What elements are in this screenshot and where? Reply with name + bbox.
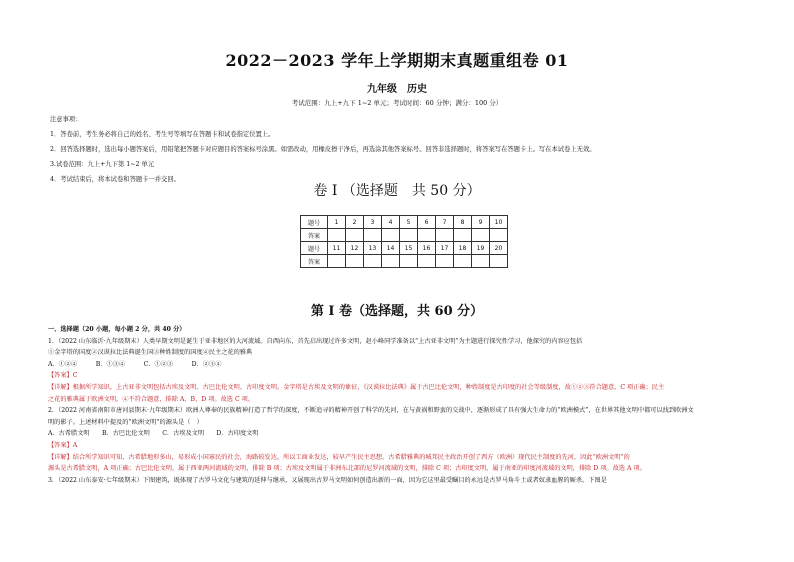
question-1-items: ①金字塔的国度②汉谟拉比法典诞生国③种姓制度的国度④民主之花的雅典: [48, 349, 253, 357]
notes-heading: 注意事项：: [50, 116, 82, 123]
answer-cell[interactable]: [382, 229, 400, 242]
detail-text: 【详解】结合所学知识可知，古希腊地形多山，易形成小国寡民的社会，海路较发达，所以工商业发达，较早产生民主思想。古希腊雅典的城邦民主政治开创了西方（欧洲）现代民主制度的先河，因此“欧洲文明”的: [48, 453, 630, 461]
notes-block: [50, 112, 750, 187]
table-cell: 6: [418, 216, 436, 229]
table-cell: 19: [472, 242, 490, 255]
answer-cell[interactable]: [472, 255, 490, 268]
table-cell: 9: [472, 216, 490, 229]
question-body: [48, 324, 748, 486]
answer-cell[interactable]: [364, 255, 382, 268]
table-cell: 12: [346, 242, 364, 255]
section-heading: 一、选择题（20 小题，每小题 2 分，共 40 分）: [48, 326, 186, 333]
table-cell: 20: [490, 242, 508, 255]
exam-info: 考试范围：九上+九下 1~2 单元；考试时间：60 分钟；满分：100 分）: [291, 99, 503, 107]
table-cell: 17: [436, 242, 454, 255]
answer-cell[interactable]: [436, 255, 454, 268]
answer-cell[interactable]: [490, 255, 508, 268]
table-row: [301, 255, 508, 268]
answer-cell[interactable]: [346, 229, 364, 242]
answer-cell[interactable]: [490, 229, 508, 242]
answer-cell[interactable]: [328, 255, 346, 268]
table-row: [301, 229, 508, 242]
table-cell: 14: [382, 242, 400, 255]
question-2: 2．（2022 河南省南阳市唐河县期末·九年级期末）欧洲人尊奉的民族精神打造了哲学的深度，不断追寻的精神开创了科学的先河，在与黄祸和野蛮的交战中，逐渐形成了具有强大生命力的“欧洲模式”，在世界其他文明中都可以找到欧洲文: [48, 407, 694, 415]
table-cell: 10: [490, 216, 508, 229]
exam-subtitle: 九年级 历史: [367, 84, 427, 95]
table-row: [301, 216, 508, 229]
exam-title: 2022－2023 学年上学期期末真题重组卷 01: [225, 51, 569, 70]
question-3: 3．（2022 山东泰安·七年级期末）下图建筑，既体现了古罗马文化与建筑的延伸与继承，又展现出古罗马文明如何创造出新的一面，因为它这里最受瞩目的永远是古罗马角斗士或者奴隶血腥的厮杀。下图是: [48, 476, 607, 484]
table-cell: 15: [400, 242, 418, 255]
row-label: 答案: [301, 229, 328, 242]
note-item: 3.试卷范围：九上+九下第 1~2 单元: [50, 161, 155, 168]
answer-cell[interactable]: [472, 229, 490, 242]
answer-cell[interactable]: [400, 255, 418, 268]
answer-cell[interactable]: [454, 255, 472, 268]
table-cell: 18: [454, 242, 472, 255]
table-cell: 16: [418, 242, 436, 255]
table-cell: 4: [382, 216, 400, 229]
table-cell: 3: [364, 216, 382, 229]
table-cell: 7: [436, 216, 454, 229]
answer-cell[interactable]: [454, 229, 472, 242]
section1-title: 卷 I （选择题 共 50 分）: [313, 183, 481, 199]
answer-cell[interactable]: [418, 255, 436, 268]
answer-cell[interactable]: [400, 229, 418, 242]
note-item: 2．回答选择题时，选出每小题答案后，用铅笔把答题卡对应题目的答案标号涂黑。如需改动，用橡皮擦干净后，再选涂其他答案标号。回答非选择题时，将答案写在答题卡上。写在本试卷上无效。: [50, 146, 596, 153]
row-label: 答案: [301, 255, 328, 268]
score-table: [300, 215, 508, 268]
note-item: 1．答卷前，考生务必将自己的姓名、考生号等填写在答题卡和试卷指定位置上。: [50, 131, 275, 138]
note-item: 4．考试结束后，将本试卷和答题卡一并交回。: [50, 176, 180, 183]
table-cell: 8: [454, 216, 472, 229]
answer-cell[interactable]: [346, 255, 364, 268]
question-2-options: A．古希腊文明 B．古巴比伦文明 C．古埃及文明 D．古印度文明: [48, 430, 259, 438]
answer-label: 【答案】A: [48, 441, 78, 449]
answer-cell[interactable]: [382, 255, 400, 268]
question-1: 1．（2022 山东临沂·九年级期末）人类早期文明是诞生于亚非地区的大河流域。自西向东，首先启出现过许多文明，赵小峰同学准备以“上古亚非文明”为主题进行探究性学习，他探究的内容应包括: [48, 337, 583, 345]
answer-cell[interactable]: [418, 229, 436, 242]
table-cell: 11: [328, 242, 346, 255]
table-cell: 5: [400, 216, 418, 229]
table-cell: 1: [328, 216, 346, 229]
answer-cell[interactable]: [364, 229, 382, 242]
table-row: [301, 242, 508, 255]
detail-text: 源头是古希腊文明，A 项正确；古巴比伦文明，属于西亚两河流域的文明，排除 B 项；古埃及文明属于非洲东北部的尼罗河流域的文明，排除 C 项；古印度文明，属于南亚的印度河流域的文明，排除 D 项。故选 A 项。: [48, 465, 646, 473]
answer-cell[interactable]: [436, 229, 454, 242]
table-cell: 2: [346, 216, 364, 229]
answer-cell[interactable]: [328, 229, 346, 242]
question-1-options: A．①②④ B．①③④ C．①②③ D．②③④: [48, 360, 222, 368]
question-2-cont: 明的影子。上述材料中提及的“欧洲文明”的源头是（ ）: [48, 418, 203, 426]
detail-text: 【详解】根据所学知识，上古亚非文明包括古埃及文明、古巴比伦文明、古印度文明。金字塔是古埃及文明的象征，《汉谟拉比法典》属于古巴比伦文明，种姓制度是古印度的社会等级制度，故①②③符合题意，C 项正确；民主: [48, 383, 665, 391]
table-cell: 13: [364, 242, 382, 255]
answer-label: 【答案】C: [48, 372, 78, 380]
detail-text: 之花的雅典属于欧洲文明，④不符合题意，排除 A、B、D 项。故选 C 项。: [48, 395, 255, 403]
row-label: 题号: [301, 216, 328, 229]
row-label: 题号: [301, 242, 328, 255]
section2-title: 第 I 卷（选择题，共 60 分）: [310, 304, 484, 319]
